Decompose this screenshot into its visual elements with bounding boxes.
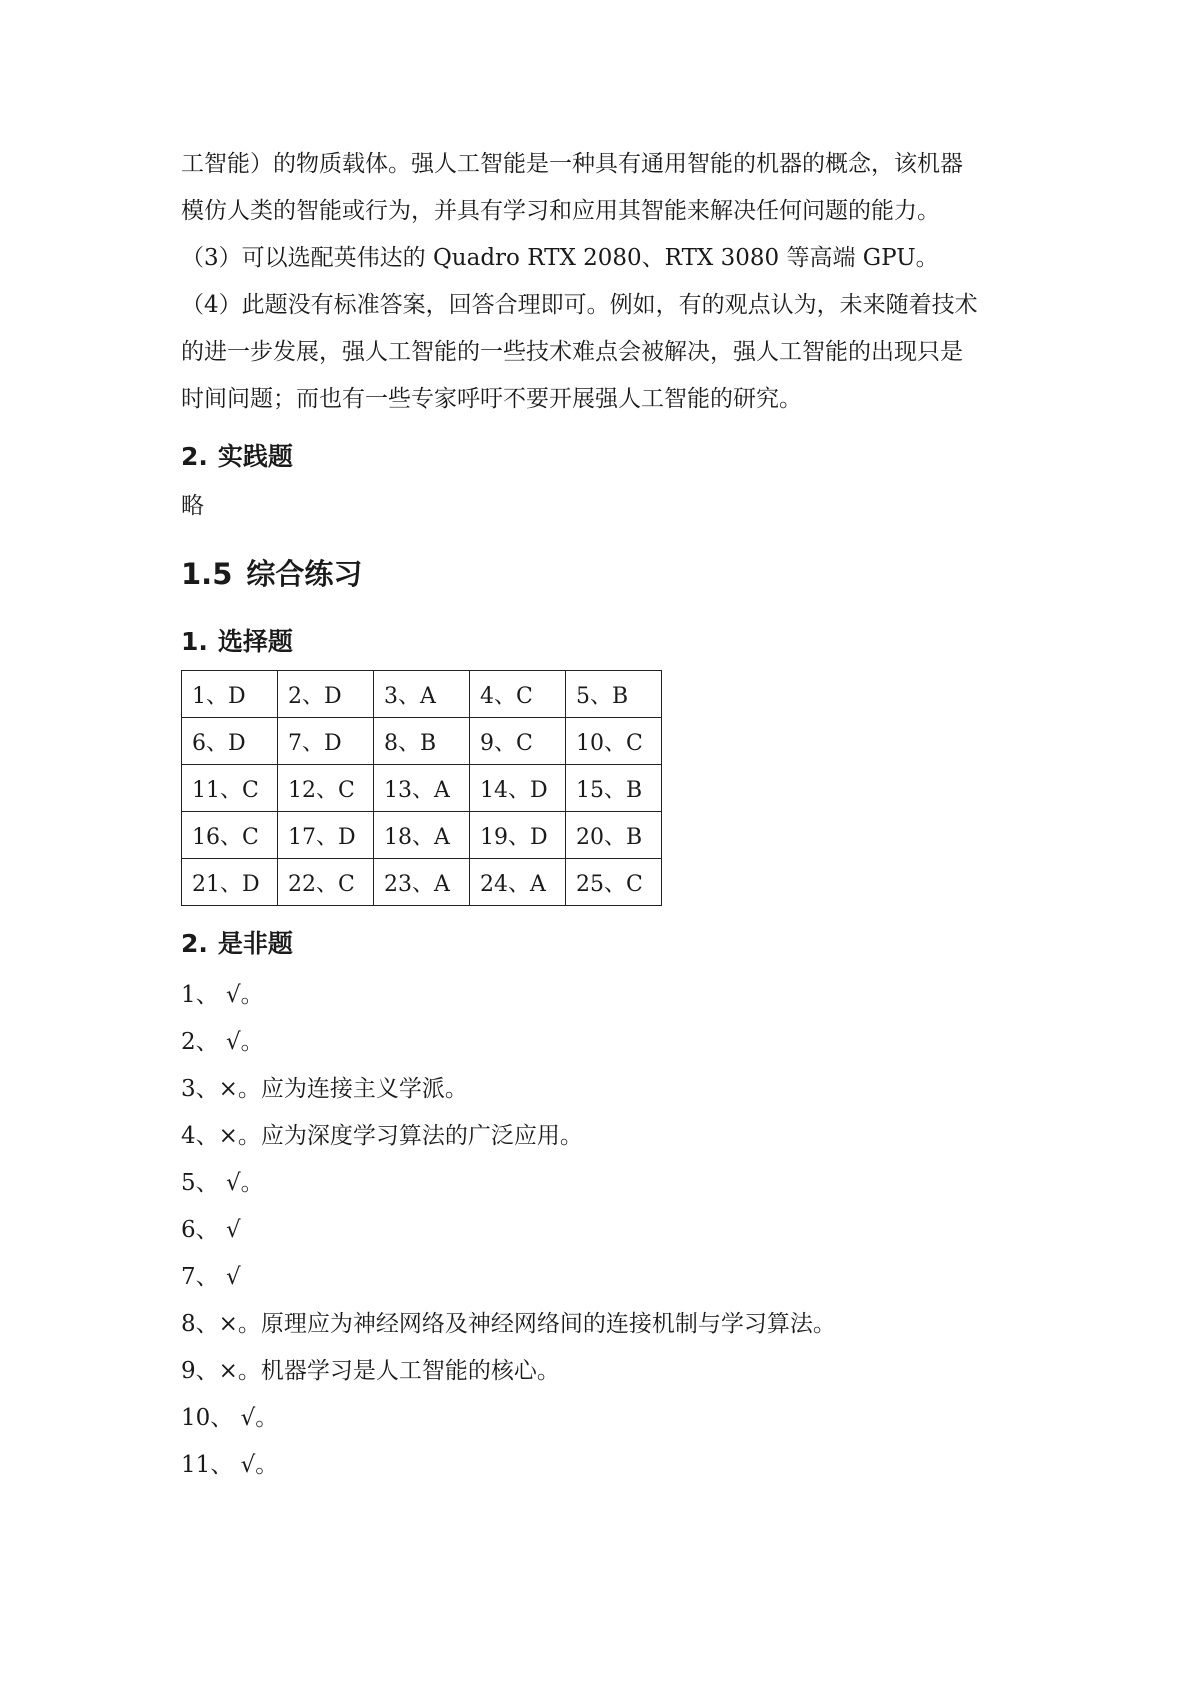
answer-cell: 12、C xyxy=(278,765,374,812)
text-line: 的进一步发展，强人工智能的一些技术难点会被解决，强人工智能的出现只是 xyxy=(181,339,963,365)
list-item: 5、 √。 xyxy=(181,1170,264,1196)
list-item: 4、×。应为深度学习算法的广泛应用。 xyxy=(181,1123,583,1149)
list-item: 7、 √ xyxy=(181,1264,241,1290)
answer-cell: 15、B xyxy=(566,765,662,812)
answer-cell: 24、A xyxy=(470,859,566,906)
practice-body: 略 xyxy=(181,493,204,519)
answer-cell: 10、C xyxy=(566,718,662,765)
answer-cell: 2、D xyxy=(278,671,374,718)
page-content xyxy=(181,150,1021,1489)
heading-number: 1. xyxy=(181,627,208,656)
answer-cell: 23、A xyxy=(374,859,470,906)
answer-cell: 22、C xyxy=(278,859,374,906)
list-item: 11、 √。 xyxy=(181,1452,279,1478)
list-item: 6、 √ xyxy=(181,1217,241,1243)
heading-title: 实践题 xyxy=(217,442,293,471)
true-false-list xyxy=(181,972,1021,1489)
section-title: 综合练习 xyxy=(246,557,363,591)
text-line: （4）此题没有标准答案，回答合理即可。例如，有的观点认为，未来随着技术 xyxy=(181,292,978,318)
choice-heading xyxy=(181,622,1021,662)
list-item: 10、 √。 xyxy=(181,1405,279,1431)
answer-cell: 6、D xyxy=(182,718,278,765)
answer-cell: 4、C xyxy=(470,671,566,718)
list-item: 1、 √。 xyxy=(181,982,264,1008)
table-row xyxy=(182,718,662,765)
text-line: （3）可以选配英伟达的 Quadro RTX 2080、RTX 3080 等高端 GPU。 xyxy=(181,245,939,271)
answer-cell: 7、D xyxy=(278,718,374,765)
heading-title: 选择题 xyxy=(217,627,293,656)
answer-cell: 17、D xyxy=(278,812,374,859)
text-line: 模仿人类的智能或行为，并具有学习和应用其智能来解决任何问题的能力。 xyxy=(181,198,940,224)
list-item: 8、×。原理应为神经网络及神经网络间的连接机制与学习算法。 xyxy=(181,1311,836,1337)
text-line: 工智能）的物质载体。强人工智能是一种具有通用智能的机器的概念，该机器 xyxy=(181,151,963,177)
table-row xyxy=(182,859,662,906)
text-line: 时间问题；而也有一些专家呼吁不要开展强人工智能的研究。 xyxy=(181,386,802,412)
practice-heading xyxy=(181,437,1021,477)
answer-cell: 9、C xyxy=(470,718,566,765)
heading-number: 2. xyxy=(181,929,208,958)
heading-number: 2. xyxy=(181,442,208,471)
answer-cell: 3、A xyxy=(374,671,470,718)
answer-cell: 21、D xyxy=(182,859,278,906)
answer-cell: 25、C xyxy=(566,859,662,906)
answer-cell: 20、B xyxy=(566,812,662,859)
section-number: 1.5 xyxy=(181,557,233,591)
intro-paragraphs xyxy=(181,141,1021,423)
table-row xyxy=(182,765,662,812)
answer-cell: 8、B xyxy=(374,718,470,765)
list-item: 2、 √。 xyxy=(181,1029,264,1055)
list-item: 3、×。应为连接主义学派。 xyxy=(181,1076,468,1102)
answer-cell: 14、D xyxy=(470,765,566,812)
list-item: 9、×。机器学习是人工智能的核心。 xyxy=(181,1358,560,1384)
true-false-heading xyxy=(181,924,1021,964)
answer-cell: 16、C xyxy=(182,812,278,859)
answer-cell: 1、D xyxy=(182,671,278,718)
answer-cell: 5、B xyxy=(566,671,662,718)
answer-cell: 13、A xyxy=(374,765,470,812)
heading-title: 是非题 xyxy=(217,929,293,958)
table-row xyxy=(182,671,662,718)
answer-cell: 18、A xyxy=(374,812,470,859)
table-row xyxy=(182,812,662,859)
section-heading xyxy=(181,552,1021,596)
answer-cell: 11、C xyxy=(182,765,278,812)
answer-table xyxy=(181,670,662,906)
answer-cell: 19、D xyxy=(470,812,566,859)
